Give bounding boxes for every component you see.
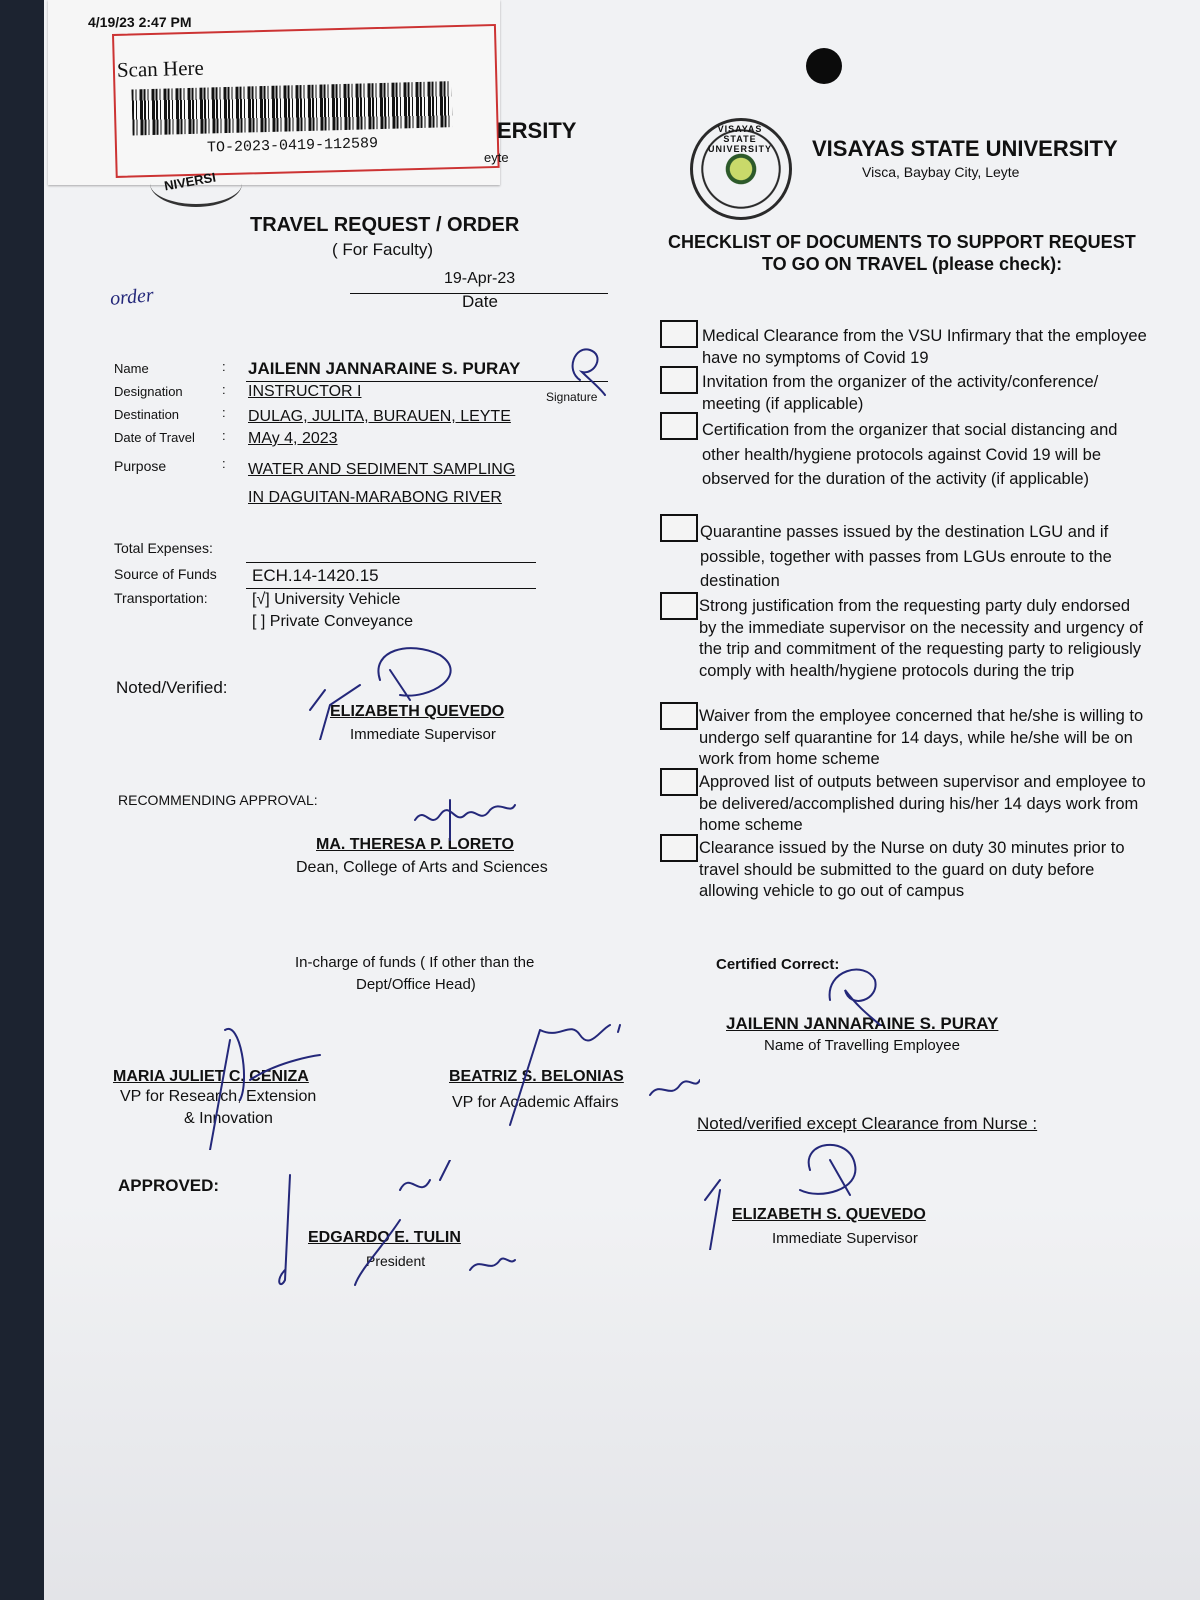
form-subtitle: ( For Faculty) (332, 240, 434, 259)
field-value-date-of-travel: MAy 4, 2023 (248, 430, 338, 447)
source-funds-line (246, 588, 536, 589)
margin-note: order (109, 284, 155, 310)
checklist-subtitle: TO GO ON TRAVEL (please check): (762, 254, 1063, 274)
checkbox-medical[interactable] (660, 320, 698, 348)
certified-label: Certified Correct: (716, 956, 840, 973)
transport-option-private: [ ] Private Conveyance (252, 613, 413, 630)
scan-box[interactable] (112, 24, 500, 178)
field-value-purpose: WATER AND SEDIMENT SAMPLING (248, 461, 516, 478)
recommending-label: RECOMMENDING APPROVAL: (118, 792, 318, 808)
date-label: Date (462, 292, 498, 311)
field-label-name: Name (114, 361, 149, 376)
colon: : (222, 359, 226, 374)
checklist-item-outputs: Approved list of outputs between supervisor and employee to be delivered/accomplished during his/her 14 days work from home scheme (699, 773, 1146, 834)
field-value-name: JAILENN JANNARAINE S. PURAY (248, 359, 521, 378)
checkbox-quarantine[interactable] (660, 514, 698, 542)
certified-name: JAILENN JANNARAINE S. PURAY (726, 1014, 999, 1033)
signature-loreto (410, 795, 520, 845)
university-name: VISAYAS STATE UNIVERSITY (812, 136, 1118, 161)
funds-line1: In-charge of funds ( If other than the (295, 954, 535, 971)
colon: : (222, 456, 226, 471)
certified-role: Name of Travelling Employee (764, 1037, 960, 1054)
date-value: 19-Apr-23 (444, 270, 516, 287)
field-label-designation: Designation (114, 384, 183, 399)
approved-name: EDGARDO E. TULIN (308, 1229, 461, 1246)
field-label-purpose: Purpose (114, 458, 167, 474)
signature-belonias (500, 1020, 700, 1130)
noted-name: ELIZABETH QUEVEDO (330, 703, 505, 720)
signature-ceniza (180, 1020, 380, 1150)
checklist-item-quarantine: Quarantine passes issued by the destination LGU and if possible, together with passes from LGUs enroute to the destination (700, 523, 1112, 590)
checklist-item-justification: Strong justification from the requesting party duly endorsed by the immediate supervisor on the necessity and urgency of the trip and commitment of the requesting party to religiously comply with health/hygiene protocols during the trip (699, 597, 1143, 680)
colon: : (222, 405, 226, 420)
source-funds-label: Source of Funds (114, 566, 217, 582)
checkbox-justification[interactable] (660, 592, 698, 620)
left-seal-fragment: NIVERSI (150, 160, 242, 207)
form-title: TRAVEL REQUEST / ORDER (250, 214, 520, 236)
punch-hole-right (806, 48, 842, 84)
scan-label: Scan Here (116, 55, 205, 82)
approved-label: APPROVED: (118, 1176, 220, 1195)
field-value-destination: DULAG, JULITA, BURAUEN, LEYTE (248, 408, 511, 425)
name-underline (246, 381, 608, 382)
barcode-number: TO-2023-0419-112589 (206, 135, 379, 157)
noted-role: Immediate Supervisor (350, 726, 496, 743)
checklist-item-waiver: Waiver from the employee concerned that he/she is willing to undergo self quarantine for 14 days, while he/she will be on work from home scheme (699, 707, 1144, 768)
funds-line2: Dept/Office Head) (356, 976, 476, 993)
checklist-item-certification: Certification from the organizer that social distancing and other health/hygiene protocols against Covid 19 will be observed for the duration of the activity (if applicable) (702, 421, 1118, 488)
checklist-item-nurse-clearance: Clearance issued by the Nurse on duty 30 minutes prior to travel should be submitted to the guard on duty before allowing vehicle to go out of campus (699, 839, 1125, 900)
source-funds-value: ECH.14-1420.15 (252, 566, 379, 585)
noted-label: Noted/Verified: (116, 678, 228, 697)
university-address: Visca, Baybay City, Leyte (862, 164, 1020, 180)
checkbox-waiver[interactable] (660, 702, 698, 730)
noted-except-role: Immediate Supervisor (772, 1230, 918, 1247)
vp-academic-role: VP for Academic Affairs (452, 1094, 619, 1111)
checklist-title: CHECKLIST OF DOCUMENTS TO SUPPORT REQUEST (668, 232, 1136, 252)
vsu-seal-text: VISAYAS STATE UNIVERSITY (707, 124, 772, 154)
vp-research-role: VP for Research, Extension (120, 1088, 317, 1105)
approved-role: President (366, 1253, 426, 1269)
partial-university-title: ERSITY (497, 118, 577, 143)
field-value-purpose-line2: IN DAGUITAN-MARABONG RIVER (248, 489, 502, 506)
checkbox-certification[interactable] (660, 412, 698, 440)
signature-quevedo (300, 640, 480, 740)
barcode[interactable] (131, 81, 452, 135)
transport-option-university: [√] University Vehicle (252, 591, 401, 608)
checkbox-invitation[interactable] (660, 366, 698, 394)
field-value-designation: INSTRUCTOR I (248, 383, 362, 400)
vp-research-role-line2: & Innovation (184, 1110, 273, 1127)
checklist-item-medical: Medical Clearance from the VSU Infirmary that the employee have no symptoms of Covid 19 (702, 327, 1147, 367)
colon: : (222, 428, 226, 443)
signature-quevedo-noted (700, 1140, 890, 1250)
noted-except-name: ELIZABETH S. QUEVEDO (732, 1206, 926, 1223)
signature-certified (820, 960, 890, 1030)
total-expenses-line (246, 562, 536, 563)
field-label-destination: Destination (114, 407, 180, 422)
signature-applicant (560, 340, 610, 400)
colon: : (222, 382, 226, 397)
recommending-role: Dean, College of Arts and Sciences (296, 859, 548, 876)
checklist-item-invitation: Invitation from the organizer of the activity/conference/ meeting (if applicable) (702, 373, 1099, 413)
noted-except-label: Noted/verified except Clearance from Nurse : (697, 1114, 1038, 1133)
signature-label: Signature (546, 390, 598, 404)
signature-tulin (270, 1160, 530, 1290)
field-label-date-of-travel: Date of Travel (114, 430, 195, 445)
transportation-label: Transportation: (114, 590, 208, 606)
total-expenses-label: Total Expenses: (114, 540, 213, 556)
recommending-name: MA. THERESA P. LORETO (316, 836, 514, 853)
partial-address: eyte (484, 150, 509, 165)
page-shadow (44, 1200, 1200, 1600)
checkbox-nurse-clearance[interactable] (660, 834, 698, 862)
sticker-timestamp: 4/19/23 2:47 PM (88, 14, 192, 30)
vp-research-name: MARIA JULIET C. CENIZA (113, 1068, 309, 1085)
checkbox-outputs[interactable] (660, 768, 698, 796)
vp-academic-name: BEATRIZ S. BELONIAS (449, 1068, 624, 1085)
